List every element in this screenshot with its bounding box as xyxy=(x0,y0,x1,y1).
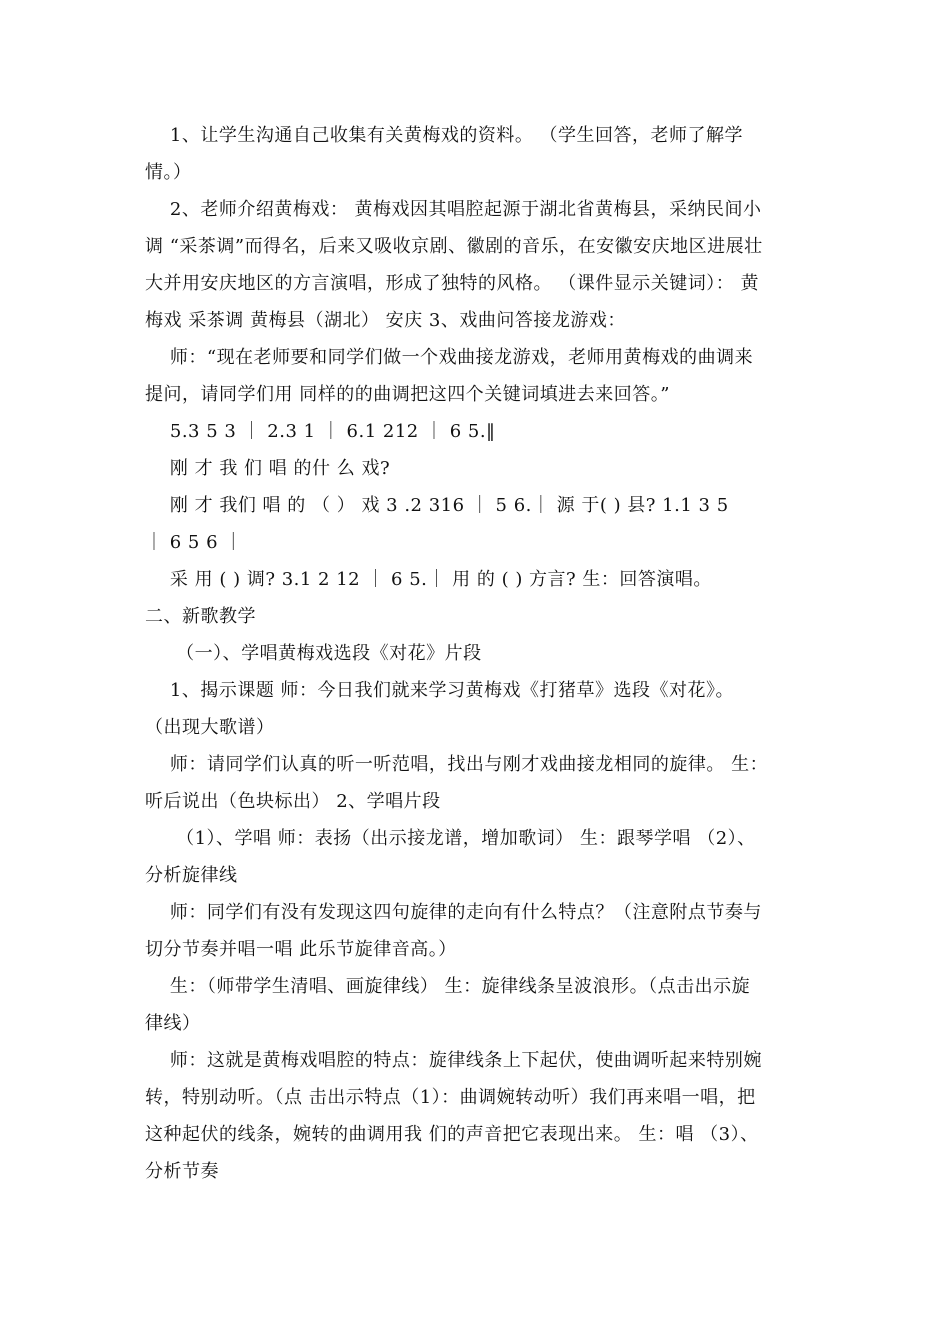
text-line: 情。） xyxy=(145,162,192,183)
subsection-heading: （一）、学唱黄梅戏选段《对花》片段 xyxy=(145,643,482,664)
text-line: 师：这就是黄梅戏唱腔的特点：旋律线条上下起伏，使曲调听起来特别婉 xyxy=(145,1050,762,1071)
text-line: 这种起伏的线条，婉转的曲调用我 们的声音把它表现出来。 生：唱 （3）、 xyxy=(145,1124,759,1145)
notation-line: ｜ 6 5 6 ｜ xyxy=(145,532,243,553)
text-line: 生：（师带学生清唱、画旋律线） 生：旋律线条呈波浪形。（点击出示旋 xyxy=(145,976,751,997)
text-line: 梅戏 采茶调 黄梅县（湖北） 安庆 3、戏曲问答接龙游戏： xyxy=(145,310,626,331)
notation-line: 采 用 ( ) 调? 3.1 2 12 ｜ 6 5.｜ 用 的 ( ) 方言? 生：回答演唱。 xyxy=(145,569,712,590)
text-line: 1、让学生沟通自己收集有关黄梅戏的资料。 （学生回答，老师了解学 xyxy=(145,125,744,146)
text-line: 提问，请同学们用 同样的的曲调把这四个关键词填进去来回答。” xyxy=(145,384,670,405)
text-line: 听后说出（色块标出） 2、学唱片段 xyxy=(145,791,441,812)
section-heading: 二、新歌教学 xyxy=(145,606,256,627)
text-line: 师：请同学们认真的听一听范唱，找出与刚才戏曲接龙相同的旋律。 生： xyxy=(145,754,769,775)
text-line: 分析旋律线 xyxy=(145,865,238,886)
text-line: 切分节奏并唱一唱 此乐节旋律音高。） xyxy=(145,939,457,960)
text-line: 师：同学们有没有发现这四句旋律的走向有什么特点？（注意附点节奏与 xyxy=(145,902,762,923)
text-line: 大并用安庆地区的方言演唱，形成了独特的风格。 （课件显示关键词）： 黄 xyxy=(145,273,759,294)
lyrics-line: 刚 才 我 们 唱 的什 么 戏? xyxy=(145,458,391,479)
text-line: 1、揭示课题 师：今日我们就来学习黄梅戏《打猪草》选段《对花》。 xyxy=(145,680,735,701)
text-line: 分析节奏 xyxy=(145,1161,219,1182)
text-line: （出现大歌谱） xyxy=(145,717,275,738)
notation-line: 刚 才 我们 唱 的 （ ） 戏 3 .2 316 ｜ 5 6.｜ 源 于( ) 县? 1.1 3 5 xyxy=(145,495,729,516)
text-line: 师：“现在老师要和同学们做一个戏曲接龙游戏，老师用黄梅戏的曲调来 xyxy=(145,347,754,368)
text-line: （1）、学唱 师：表扬（出示接龙谱，增加歌词） 生：跟琴学唱 （2）、 xyxy=(145,828,756,849)
text-line: 律线） xyxy=(145,1013,201,1034)
text-line: 调 “采茶调”而得名，后来又吸收京剧、徽剧的音乐，在安徽安庆地区进展壮 xyxy=(145,236,763,257)
text-line: 2、老师介绍黄梅戏： 黄梅戏因其唱腔起源于湖北省黄梅县，采纳民间小 xyxy=(145,199,762,220)
notation-line: 5.3 5 3 ｜ 2.3 1 ｜ 6.1 212 ｜ 6 5.‖ xyxy=(145,421,496,442)
text-line: 转，特别动听。（点 击出示特点（1）：曲调婉转动听）我们再来唱一唱，把 xyxy=(145,1087,756,1108)
